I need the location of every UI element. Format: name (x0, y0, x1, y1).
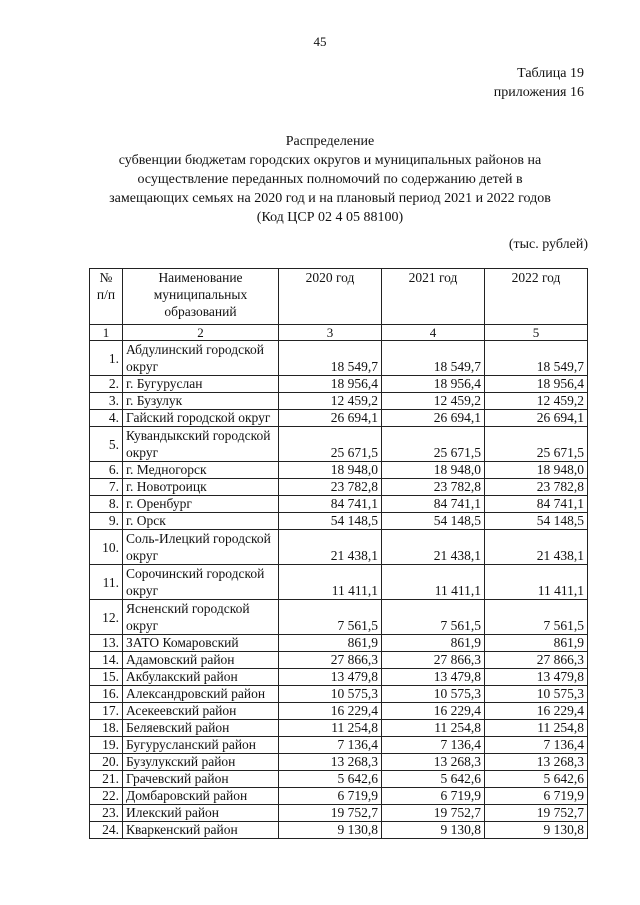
table-row (90, 462, 588, 479)
row-number: 16. (90, 686, 123, 703)
row-value-2020: 54 148,5 (279, 513, 382, 530)
row-value-2020: 21 438,1 (279, 530, 382, 565)
table-row (90, 652, 588, 669)
table-row (90, 427, 588, 462)
row-name: Беляевский район (123, 720, 279, 737)
row-name: г. Новотроицк (123, 479, 279, 496)
row-name: ЗАТО Комаровский (123, 635, 279, 652)
row-value-2022: 7 561,5 (485, 600, 588, 635)
table-row (90, 513, 588, 530)
row-number: 21. (90, 771, 123, 788)
row-name: Асекеевский район (123, 703, 279, 720)
row-value-2022: 13 479,8 (485, 669, 588, 686)
row-name: Домбаровский район (123, 788, 279, 805)
row-name (123, 341, 279, 376)
row-number: 24. (90, 822, 123, 839)
row-value-2020: 11 411,1 (279, 565, 382, 600)
row-value-2020: 18 956,4 (279, 376, 382, 393)
row-number: 23. (90, 805, 123, 822)
title-line4: замещающих семьях на 2020 год и на плановый период 2021 и 2022 годов (109, 191, 551, 206)
row-name-line1: Кувандыкский городской (126, 428, 271, 443)
row-name: г. Медногорск (123, 462, 279, 479)
row-value-2022: 7 136,4 (485, 737, 588, 754)
row-value-2021: 6 719,9 (382, 788, 485, 805)
header-name (123, 269, 279, 325)
table-row (90, 530, 588, 565)
row-value-2022: 18 948,0 (485, 462, 588, 479)
row-value-2020: 16 229,4 (279, 703, 382, 720)
row-value-2021: 19 752,7 (382, 805, 485, 822)
row-value-2020: 12 459,2 (279, 393, 382, 410)
title-line2: субвенции бюджетам городских округов и муниципальных районов на (118, 153, 542, 168)
table-reference-line2: приложения 16 (493, 85, 584, 100)
subvention-table (89, 268, 588, 839)
row-value-2021: 10 575,3 (382, 686, 485, 703)
row-name: Бугурусланский район (123, 737, 279, 754)
row-name: Адамовский район (123, 652, 279, 669)
row-value-2021: 16 229,4 (382, 703, 485, 720)
title-line5: (Код ЦСР 02 4 05 88100) (256, 210, 404, 225)
table-row (90, 565, 588, 600)
row-value-2022: 25 671,5 (485, 427, 588, 462)
table-header-row (90, 269, 588, 325)
table-row (90, 393, 588, 410)
row-number: 5. (90, 427, 123, 462)
row-value-2021: 11 411,1 (382, 565, 485, 600)
row-value-2022: 5 642,6 (485, 771, 588, 788)
row-name: Бузулукский район (123, 754, 279, 771)
row-value-2021: 18 956,4 (382, 376, 485, 393)
row-value-2021: 18 948,0 (382, 462, 485, 479)
table-row (90, 600, 588, 635)
row-value-2021: 18 549,7 (382, 341, 485, 376)
row-value-2020: 5 642,6 (279, 771, 382, 788)
header-2021: 2021 год (382, 269, 485, 325)
column-number-4: 4 (382, 325, 485, 341)
row-name-line2: округ (126, 445, 159, 460)
row-value-2022: 27 866,3 (485, 652, 588, 669)
header-name-line1: Наименование (158, 270, 243, 285)
row-value-2020: 23 782,8 (279, 479, 382, 496)
row-value-2020: 13 268,3 (279, 754, 382, 771)
row-value-2020: 25 671,5 (279, 427, 382, 462)
table-row (90, 771, 588, 788)
row-name: Гайский городской округ (123, 410, 279, 427)
row-value-2020: 9 130,8 (279, 822, 382, 839)
row-value-2020: 7 561,5 (279, 600, 382, 635)
row-value-2020: 18 948,0 (279, 462, 382, 479)
column-number-row (90, 325, 588, 341)
row-number: 12. (90, 600, 123, 635)
row-name (123, 427, 279, 462)
row-value-2022: 10 575,3 (485, 686, 588, 703)
row-name-line1: Сорочинский городской (126, 566, 265, 581)
row-name: Александровский район (123, 686, 279, 703)
row-value-2021: 23 782,8 (382, 479, 485, 496)
row-number: 10. (90, 530, 123, 565)
column-number-1: 1 (90, 325, 123, 341)
row-name-line1: Абдулинский городской (126, 342, 264, 357)
row-name-line2: округ (126, 359, 159, 374)
row-number: 14. (90, 652, 123, 669)
row-value-2021: 13 268,3 (382, 754, 485, 771)
column-number-5: 5 (485, 325, 588, 341)
row-name: Акбулакский район (123, 669, 279, 686)
page-number: 45 (313, 34, 327, 49)
row-value-2021: 84 741,1 (382, 496, 485, 513)
header-2020: 2020 год (279, 269, 382, 325)
header-num (90, 269, 123, 325)
row-value-2022: 9 130,8 (485, 822, 588, 839)
table-row (90, 737, 588, 754)
row-value-2022: 11 254,8 (485, 720, 588, 737)
table-body (90, 341, 588, 839)
row-value-2022: 19 752,7 (485, 805, 588, 822)
row-number: 3. (90, 393, 123, 410)
row-value-2020: 7 136,4 (279, 737, 382, 754)
table-row (90, 479, 588, 496)
title-line1: Распределение (285, 134, 375, 149)
row-number: 15. (90, 669, 123, 686)
row-value-2020: 10 575,3 (279, 686, 382, 703)
row-value-2022: 6 719,9 (485, 788, 588, 805)
row-name: г. Орск (123, 513, 279, 530)
table-row (90, 703, 588, 720)
row-value-2020: 6 719,9 (279, 788, 382, 805)
row-name-line2: округ (126, 548, 159, 563)
table-row (90, 376, 588, 393)
row-value-2021: 54 148,5 (382, 513, 485, 530)
row-number: 19. (90, 737, 123, 754)
row-value-2020: 19 752,7 (279, 805, 382, 822)
row-name-line1: Ясненский городской (126, 601, 250, 616)
row-value-2022: 84 741,1 (485, 496, 588, 513)
table-row (90, 805, 588, 822)
row-value-2020: 27 866,3 (279, 652, 382, 669)
row-value-2022: 26 694,1 (485, 410, 588, 427)
row-number: 22. (90, 788, 123, 805)
title-line3: осуществление переданных полномочий по содержанию детей в (137, 172, 523, 187)
row-value-2022: 23 782,8 (485, 479, 588, 496)
row-name: Кваркенский район (123, 822, 279, 839)
row-value-2021: 21 438,1 (382, 530, 485, 565)
row-value-2021: 13 479,8 (382, 669, 485, 686)
row-number: 9. (90, 513, 123, 530)
row-number: 4. (90, 410, 123, 427)
table-row (90, 720, 588, 737)
row-value-2020: 84 741,1 (279, 496, 382, 513)
header-2022: 2022 год (485, 269, 588, 325)
header-name-line2: муниципальных (153, 287, 248, 302)
row-value-2020: 18 549,7 (279, 341, 382, 376)
header-num-line1: № (99, 270, 113, 285)
row-number: 8. (90, 496, 123, 513)
row-value-2021: 9 130,8 (382, 822, 485, 839)
row-value-2021: 25 671,5 (382, 427, 485, 462)
row-number: 6. (90, 462, 123, 479)
row-value-2022: 861,9 (485, 635, 588, 652)
row-number: 17. (90, 703, 123, 720)
row-name-line1: Соль-Илецкий городской (126, 531, 271, 546)
table-row (90, 410, 588, 427)
row-number: 7. (90, 479, 123, 496)
row-value-2022: 18 549,7 (485, 341, 588, 376)
row-number: 18. (90, 720, 123, 737)
row-number: 2. (90, 376, 123, 393)
row-number: 1. (90, 341, 123, 376)
row-value-2022: 18 956,4 (485, 376, 588, 393)
table-row (90, 669, 588, 686)
row-value-2021: 11 254,8 (382, 720, 485, 737)
column-number-3: 3 (279, 325, 382, 341)
row-value-2022: 11 411,1 (485, 565, 588, 600)
row-name-line2: округ (126, 583, 159, 598)
row-value-2020: 861,9 (279, 635, 382, 652)
row-name: г. Бугуруслан (123, 376, 279, 393)
row-value-2021: 26 694,1 (382, 410, 485, 427)
row-value-2022: 54 148,5 (485, 513, 588, 530)
row-value-2021: 27 866,3 (382, 652, 485, 669)
row-name: Грачевский район (123, 771, 279, 788)
row-name-line2: округ (126, 618, 159, 633)
row-value-2021: 7 136,4 (382, 737, 485, 754)
row-value-2020: 13 479,8 (279, 669, 382, 686)
row-value-2022: 16 229,4 (485, 703, 588, 720)
row-name (123, 530, 279, 565)
header-name-line3: образований (164, 304, 237, 319)
row-name: г. Бузулук (123, 393, 279, 410)
document-title (70, 132, 590, 227)
table-row (90, 754, 588, 771)
units-label: (тыс. рублей) (508, 237, 588, 252)
row-value-2020: 26 694,1 (279, 410, 382, 427)
table-row (90, 788, 588, 805)
table-row (90, 686, 588, 703)
table-reference-line1: Таблица 19 (517, 66, 584, 81)
table-row (90, 496, 588, 513)
table-row (90, 341, 588, 376)
table-reference (494, 64, 584, 102)
row-name: г. Оренбург (123, 496, 279, 513)
row-value-2021: 861,9 (382, 635, 485, 652)
table-row (90, 635, 588, 652)
row-name: Илекский район (123, 805, 279, 822)
column-number-2: 2 (123, 325, 279, 341)
row-value-2022: 21 438,1 (485, 530, 588, 565)
row-number: 13. (90, 635, 123, 652)
row-name (123, 600, 279, 635)
row-name (123, 565, 279, 600)
row-value-2021: 12 459,2 (382, 393, 485, 410)
row-value-2022: 12 459,2 (485, 393, 588, 410)
row-number: 11. (90, 565, 123, 600)
header-num-line2: п/п (96, 287, 116, 302)
row-number: 20. (90, 754, 123, 771)
row-value-2022: 13 268,3 (485, 754, 588, 771)
row-value-2020: 11 254,8 (279, 720, 382, 737)
row-value-2021: 5 642,6 (382, 771, 485, 788)
table-row (90, 822, 588, 839)
row-value-2021: 7 561,5 (382, 600, 485, 635)
